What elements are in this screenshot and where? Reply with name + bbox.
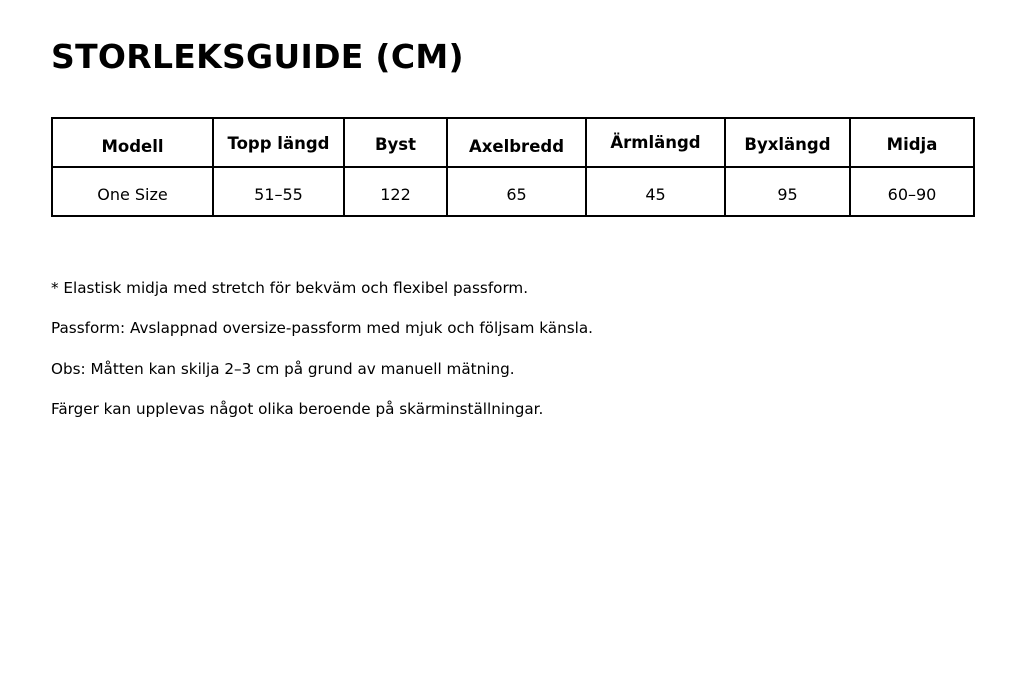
cell-waist	[850, 167, 974, 216]
header-label-bust: Byst	[374, 135, 417, 154]
note-fit: Passform: Avslappnad oversize-passform med mjuk och följsam känsla.	[51, 319, 593, 338]
header-label-sleeve-length: Ärmlängd	[610, 133, 701, 152]
note-color-disclaimer: Färger kan upplevas något olika beroende på skärminställningar.	[51, 399, 544, 418]
cell-value-model: One Size	[97, 185, 168, 204]
header-cell-top-length	[213, 118, 344, 167]
table-header-row	[52, 118, 974, 167]
cell-top-length	[213, 167, 344, 216]
cell-sleeve-length	[586, 167, 725, 216]
cell-value-top-length: 51–55	[254, 185, 303, 204]
cell-pant-length	[725, 167, 850, 216]
header-label-shoulder-width: Axelbredd	[468, 137, 565, 156]
header-cell-pant-length	[725, 118, 850, 167]
cell-value-bust: 122	[380, 185, 411, 204]
note-elastic-waist: * Elastisk midja med stretch för bekväm och flexibel passform.	[51, 279, 529, 297]
header-cell-model	[52, 118, 213, 167]
size-table	[51, 117, 975, 217]
cell-value-sleeve-length: 45	[645, 185, 666, 204]
header-label-top-length: Topp längd	[227, 134, 330, 153]
table-row	[52, 167, 974, 216]
notes-list	[51, 278, 593, 439]
header-cell-bust	[344, 118, 447, 167]
header-label-model: Modell	[101, 137, 164, 156]
cell-value-waist: 60–90	[887, 185, 937, 204]
header-cell-shoulder-width	[447, 118, 586, 167]
header-cell-waist	[850, 118, 974, 167]
header-label-waist: Midja	[886, 135, 938, 154]
cell-model	[52, 167, 213, 216]
header-label-pant-length: Byxlängd	[744, 135, 831, 154]
cell-value-pant-length: 95	[777, 185, 798, 204]
note-measurement-tolerance: Obs: Måtten kan skilja 2–3 cm på grund av manuell mätning.	[51, 359, 515, 378]
cell-shoulder-width	[447, 167, 586, 216]
cell-value-shoulder-width: 65	[506, 185, 527, 204]
header-cell-sleeve-length	[586, 118, 725, 167]
cell-bust	[344, 167, 447, 216]
page-title: STORLEKSGUIDE (CM)	[51, 37, 464, 76]
